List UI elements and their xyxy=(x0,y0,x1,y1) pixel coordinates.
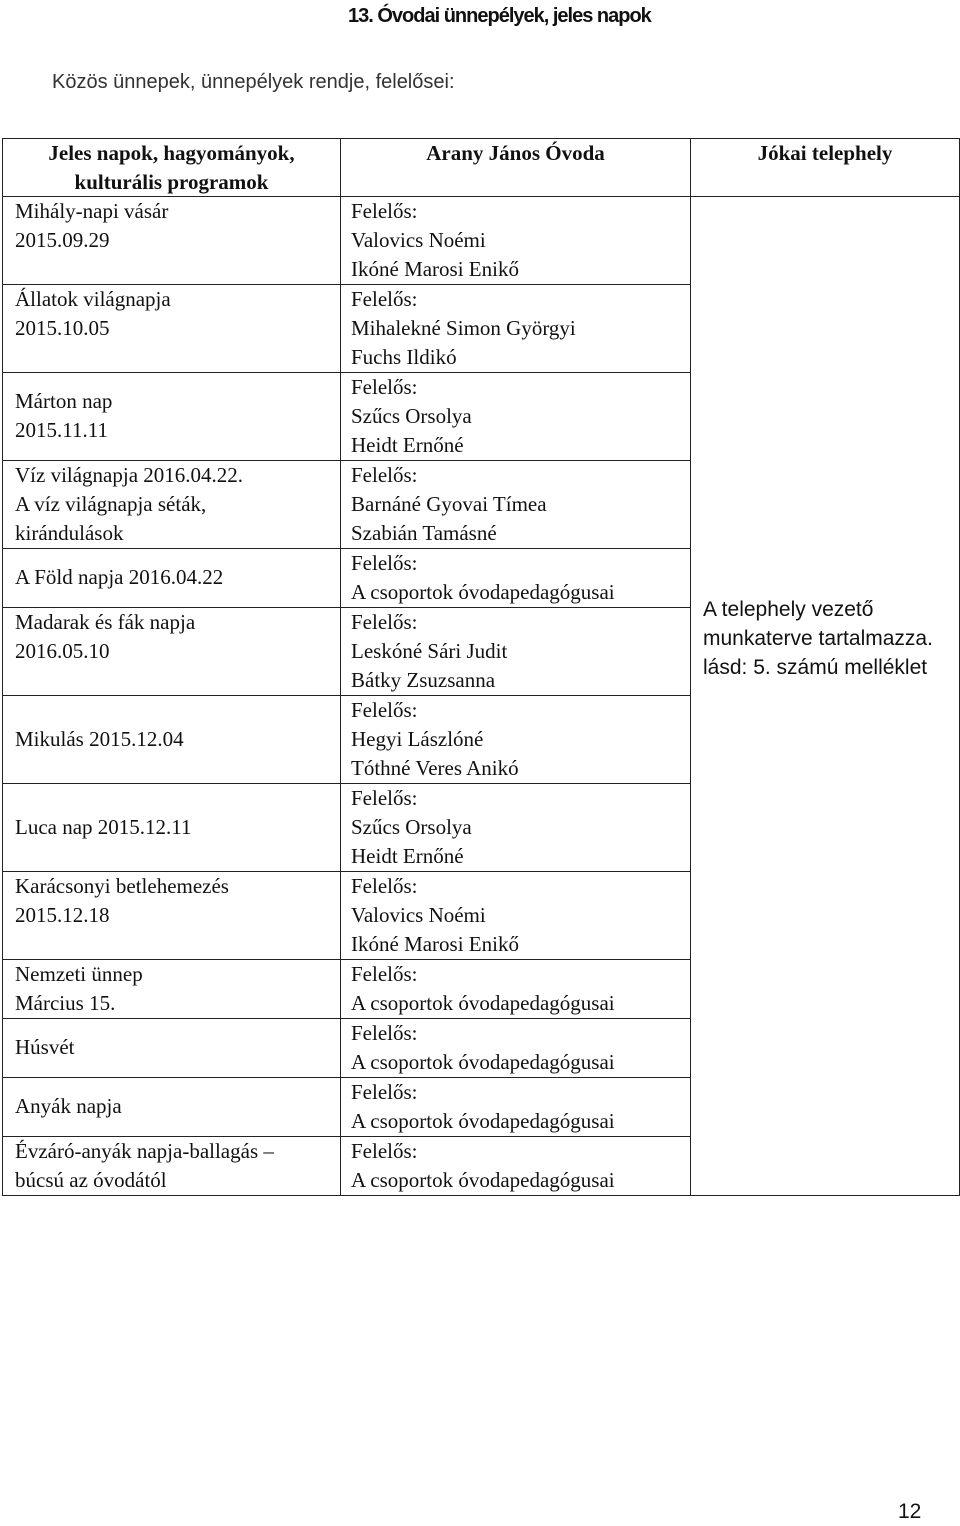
event-line: Évzáró-anyák napja-ballagás – xyxy=(15,1139,274,1163)
responsible-cell xyxy=(341,960,691,1019)
event-line: Nemzeti ünnep xyxy=(15,962,143,986)
event-line: A Föld napja 2016.04.22 xyxy=(15,565,224,589)
responsible-cell xyxy=(341,285,691,373)
event-line: Víz világnapja 2016.04.22. xyxy=(15,463,244,487)
responsible-cell xyxy=(341,608,691,696)
header-arany: Arany János Óvoda xyxy=(341,139,691,197)
event-line: 2016.05.10 xyxy=(15,639,110,663)
event-line: Karácsonyi betlehemezés xyxy=(15,874,229,898)
responsible-person: Valovics Noémi xyxy=(351,903,486,927)
event-cell xyxy=(3,784,341,872)
event-line: Húsvét xyxy=(15,1035,75,1059)
responsible-cell xyxy=(341,872,691,960)
event-line: búcsú az óvodától xyxy=(15,1168,167,1192)
event-line: Március 15. xyxy=(15,991,116,1015)
responsible-person: Szűcs Orsolya xyxy=(351,404,472,428)
event-cell xyxy=(3,461,341,549)
responsible-label: Felelős: xyxy=(351,463,418,487)
responsible-person: Tóthné Veres Anikó xyxy=(351,756,519,780)
event-cell xyxy=(3,608,341,696)
events-table xyxy=(2,138,960,1196)
event-cell xyxy=(3,960,341,1019)
responsible-person: Leskóné Sári Judit xyxy=(351,639,508,663)
responsible-person: Szabián Tamásné xyxy=(351,521,497,545)
table-row xyxy=(3,197,960,285)
responsible-cell xyxy=(341,696,691,784)
event-line: Márton nap xyxy=(15,389,113,413)
responsible-cell xyxy=(341,1078,691,1137)
table-header-row xyxy=(3,139,960,197)
responsible-cell xyxy=(341,1019,691,1078)
responsible-person: Mihalekné Simon Györgyi xyxy=(351,316,576,340)
event-cell xyxy=(3,872,341,960)
page-number: 12 xyxy=(898,1500,922,1523)
responsible-label: Felelős: xyxy=(351,287,418,311)
header-events-line-1: Jeles napok, hagyományok, xyxy=(48,141,295,165)
responsible-person: Heidt Ernőné xyxy=(351,433,464,457)
responsible-person: Hegyi Lászlóné xyxy=(351,727,484,751)
responsible-cell xyxy=(341,461,691,549)
responsible-label: Felelős: xyxy=(351,199,418,223)
event-line: Luca nap 2015.12.11 xyxy=(15,815,192,839)
responsible-cell xyxy=(341,549,691,608)
event-cell xyxy=(3,373,341,461)
event-cell xyxy=(3,285,341,373)
responsible-person: A csoportok óvodapedagógusai xyxy=(351,991,615,1015)
responsible-cell xyxy=(341,784,691,872)
responsible-person: Barnáné Gyovai Tímea xyxy=(351,492,547,516)
header-jokai: Jókai telephely xyxy=(691,139,960,197)
jokai-note-line: lásd: 5. számú melléklet xyxy=(703,655,928,679)
responsible-person: A csoportok óvodapedagógusai xyxy=(351,1109,615,1133)
responsible-cell xyxy=(341,197,691,285)
event-cell xyxy=(3,1078,341,1137)
responsible-label: Felelős: xyxy=(351,551,418,575)
event-line: 2015.09.29 xyxy=(15,228,110,252)
event-line: 2015.11.11 xyxy=(15,418,108,442)
responsible-label: Felelős: xyxy=(351,874,418,898)
event-line: Állatok világnapja xyxy=(15,287,171,311)
event-cell xyxy=(3,696,341,784)
responsible-person: A csoportok óvodapedagógusai xyxy=(351,580,615,604)
event-cell xyxy=(3,549,341,608)
responsible-person: Szűcs Orsolya xyxy=(351,815,472,839)
header-events xyxy=(3,139,341,197)
responsible-label: Felelős: xyxy=(351,1080,418,1104)
section-title: 13. Óvodai ünnepélyek, jeles napok xyxy=(348,5,651,27)
event-line: 2015.12.18 xyxy=(15,903,110,927)
responsible-cell xyxy=(341,373,691,461)
event-line: Mihály-napi vásár xyxy=(15,199,169,223)
intro-text: Közös ünnepek, ünnepélyek rendje, felelősei: xyxy=(52,71,455,93)
responsible-label: Felelős: xyxy=(351,1021,418,1045)
jokai-note-line: munkaterve tartalmazza. xyxy=(703,626,933,650)
jokai-note-line: A telephely vezető xyxy=(703,597,874,621)
table-body xyxy=(3,197,960,1196)
responsible-cell xyxy=(341,1137,691,1196)
responsible-person: Ikóné Marosi Enikő xyxy=(351,932,519,956)
event-cell xyxy=(3,1019,341,1078)
event-line: A víz világnapja séták, xyxy=(15,492,207,516)
responsible-person: Fuchs Ildikó xyxy=(351,345,457,369)
jokai-note-cell xyxy=(691,197,960,1196)
event-cell xyxy=(3,197,341,285)
event-line: 2015.10.05 xyxy=(15,316,110,340)
responsible-person: Heidt Ernőné xyxy=(351,844,464,868)
event-cell xyxy=(3,1137,341,1196)
responsible-person: A csoportok óvodapedagógusai xyxy=(351,1050,615,1074)
event-line: Madarak és fák napja xyxy=(15,610,196,634)
event-line: Mikulás 2015.12.04 xyxy=(15,727,184,751)
header-events-line-2: kulturális programok xyxy=(74,169,269,194)
responsible-person: Valovics Noémi xyxy=(351,228,486,252)
event-line: Anyák napja xyxy=(15,1094,122,1118)
responsible-label: Felelős: xyxy=(351,962,418,986)
event-line: kirándulások xyxy=(15,521,124,545)
responsible-label: Felelős: xyxy=(351,786,418,810)
responsible-person: Ikóné Marosi Enikő xyxy=(351,257,519,281)
responsible-label: Felelős: xyxy=(351,375,418,399)
responsible-person: A csoportok óvodapedagógusai xyxy=(351,1168,615,1192)
responsible-label: Felelős: xyxy=(351,610,418,634)
responsible-label: Felelős: xyxy=(351,698,418,722)
responsible-person: Bátky Zsuzsanna xyxy=(351,668,496,692)
responsible-label: Felelős: xyxy=(351,1139,418,1163)
